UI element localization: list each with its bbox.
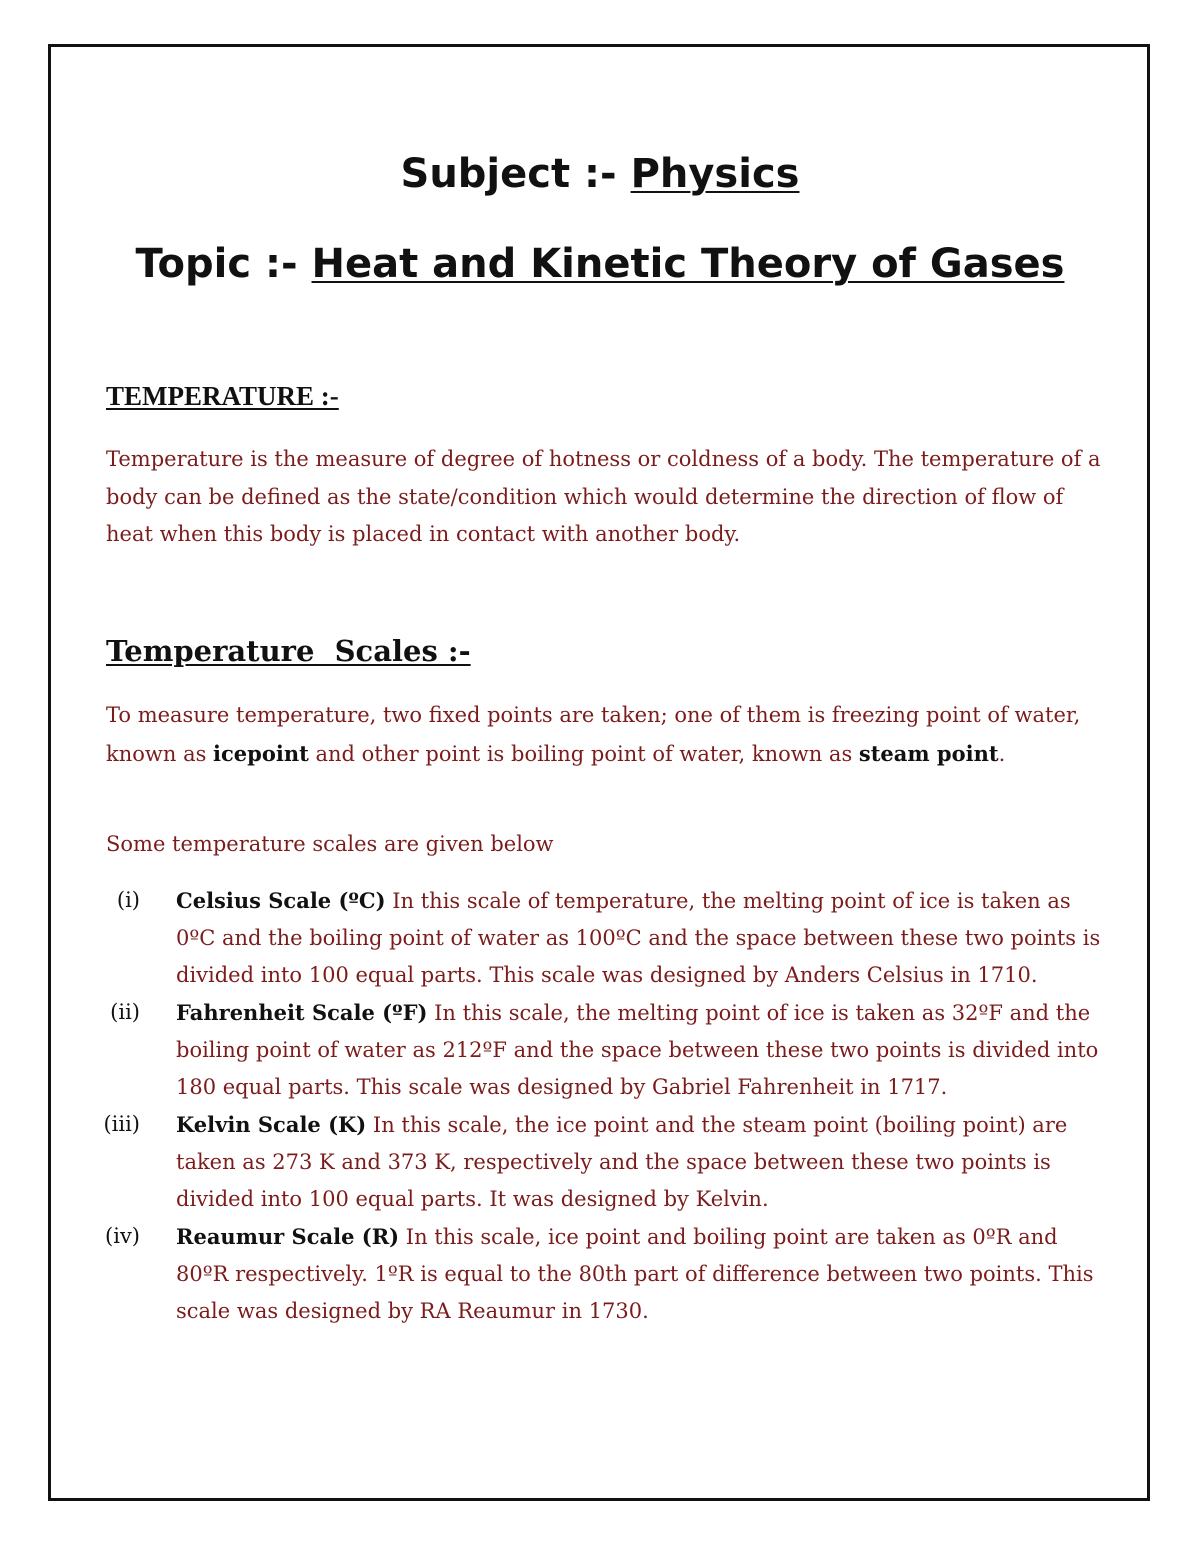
fixed-points-paragraph — [106, 697, 1106, 773]
scale-description: In this scale, the ice point and the steam point (boiling point) are taken as 273 K and 373 K, respectively and the space between these two points is divided into 100 equal parts. It was designed by Kelvin. — [176, 1113, 1068, 1211]
scales-list — [80, 882, 1120, 1330]
icepoint-term: icepoint — [213, 740, 309, 766]
intro-text-2: and other point is boiling point of water, known as — [308, 741, 859, 766]
list-item-text — [176, 1218, 1106, 1330]
list-item-fahrenheit — [80, 994, 1120, 1106]
scale-name: Kelvin Scale (K) — [176, 1112, 367, 1137]
scale-name: Fahrenheit Scale (ºF) — [176, 1000, 428, 1025]
subject-title — [0, 150, 1200, 198]
topic-value: Heat and Kinetic Theory of Gases — [311, 241, 1065, 287]
temperature-definition: Temperature is the measure of degree of hotness or coldness of a body. The temperature of a body can be defined as the state/condition which would determine the direction of flow of heat when this body is placed in contact with another body. — [106, 447, 1101, 546]
list-item-text — [176, 882, 1106, 994]
scale-description: In this scale, ice point and boiling point are taken as 0ºR and 80ºR respectively. 1ºR is equal to the 80th part of difference between two points. This scale was designed by RA Reaumur in 1730. — [176, 1225, 1094, 1323]
list-marker: (iii) — [103, 1112, 140, 1136]
scale-name: Reaumur Scale (R) — [176, 1224, 400, 1249]
temperature-scales-heading: Temperature Scales :- — [106, 634, 471, 668]
scales-lead-in: Some temperature scales are given below — [106, 832, 554, 856]
topic-title — [0, 240, 1200, 288]
subject-label: Subject :- — [400, 151, 631, 197]
list-item-reaumur — [80, 1218, 1120, 1330]
subject-value: Physics — [630, 151, 800, 197]
intro-text-3: . — [998, 741, 1006, 766]
steam-point-term: steam point — [858, 740, 999, 766]
list-item-text — [176, 1106, 1106, 1218]
list-marker: (iv) — [105, 1224, 140, 1248]
list-marker: (ii) — [110, 1000, 140, 1024]
list-marker: (i) — [116, 888, 140, 912]
list-item-celsius — [80, 882, 1120, 994]
list-item-kelvin — [80, 1106, 1120, 1218]
topic-label: Topic :- — [135, 241, 312, 287]
temperature-heading: TEMPERATURE :- — [106, 381, 339, 411]
scale-description: In this scale of temperature, the melting point of ice is taken as 0ºC and the boiling point of water as 100ºC and the space between these two points is divided into 100 equal parts. This scale was designed by Anders Celsius in 1710. — [176, 889, 1101, 987]
scale-description: In this scale, the melting point of ice is taken as 32ºF and the boiling point of water as 212ºF and the space between these two points is divided into 180 equal parts. This scale was designed by Gabriel Fahrenheit in 1717. — [176, 1001, 1099, 1099]
list-item-text — [176, 994, 1106, 1106]
scale-name: Celsius Scale (ºC) — [176, 888, 386, 913]
intro-text-1: To measure temperature, two fixed points are taken; one of them is freezing point of water, known as — [106, 703, 1081, 766]
